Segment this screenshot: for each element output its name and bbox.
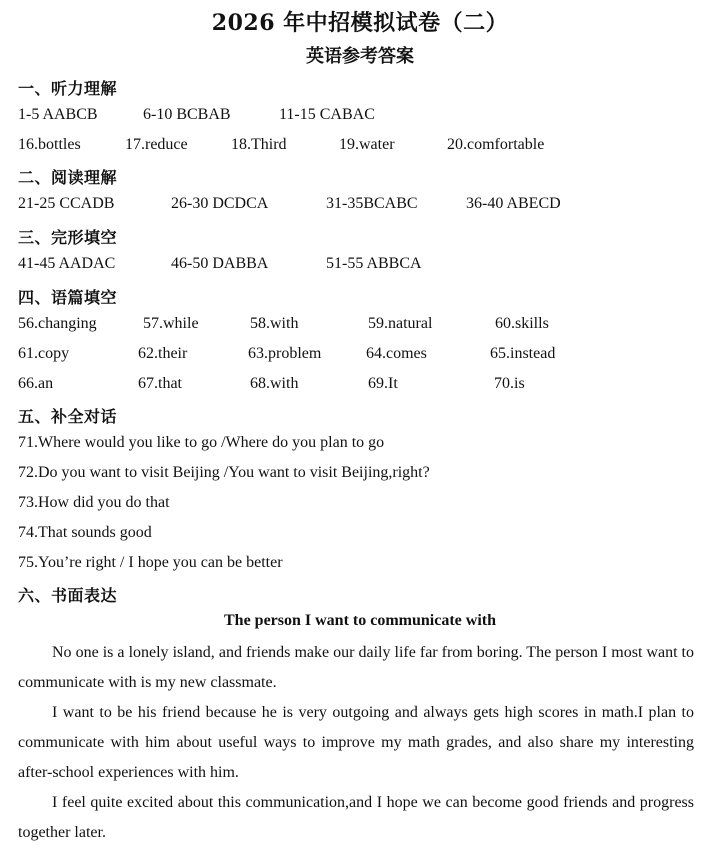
answer-item: 60.skills [495, 315, 549, 332]
section-heading-cloze: 三、完形填空 [18, 228, 118, 247]
answer-item: 70.is [494, 375, 525, 392]
answer-row [0, 375, 720, 399]
answer-row [0, 315, 720, 339]
answer-row [0, 136, 720, 160]
dialogue-answer: 73.How did you do that [18, 494, 170, 511]
dialogue-answer: 75.You’re right / I hope you can be better [18, 554, 283, 571]
answer-item: 17.reduce [125, 136, 188, 153]
answer-item: 57.while [143, 315, 199, 332]
answer-row [0, 345, 720, 369]
essay-paragraph-text: I feel quite excited about this communication,and I hope we can become good friends and progress together later. [18, 794, 694, 841]
answer-item: 21-25 CCADB [18, 195, 115, 212]
answer-item: 6-10 BCBAB [143, 106, 231, 123]
dialogue-answer: 74.That sounds good [18, 524, 152, 541]
dialogue-answer: 72.Do you want to visit Beijing /You want to visit Beijing,right? [18, 464, 430, 481]
answer-item: 65.instead [490, 345, 556, 362]
essay-paragraph [18, 638, 694, 698]
answer-item: 1-5 AABCB [18, 106, 98, 123]
answer-item: 36-40 ABECD [466, 195, 561, 212]
answer-item: 62.their [138, 345, 188, 362]
answer-item: 61.copy [18, 345, 70, 362]
answer-item: 59.natural [368, 315, 433, 332]
section-heading-passage-fill: 四、语篇填空 [18, 288, 118, 307]
section-heading-writing: 六、书面表达 [18, 586, 118, 605]
answer-item: 11-15 CABAC [279, 106, 375, 123]
answer-item: 69.It [368, 375, 398, 392]
answer-item: 66.an [18, 375, 54, 392]
essay-paragraph [18, 698, 694, 788]
answer-item: 56.changing [18, 315, 97, 332]
answer-item: 20.comfortable [447, 136, 545, 153]
answer-item: 26-30 DCDCA [171, 195, 269, 212]
section-heading-dialogue: 五、补全对话 [18, 407, 118, 426]
answer-item: 67.that [138, 375, 182, 392]
answer-item: 19.water [339, 136, 395, 153]
answer-item: 46-50 DABBA [171, 255, 269, 272]
essay-paragraph [18, 788, 694, 848]
answer-item: 58.with [250, 315, 299, 332]
section-heading-reading: 二、阅读理解 [18, 168, 118, 187]
answer-item: 18.Third [231, 136, 287, 153]
page-subtitle: 英语参考答案 [306, 46, 414, 67]
essay-title: The person I want to communicate with [224, 612, 496, 629]
answer-row [0, 106, 720, 130]
answer-row [0, 195, 720, 219]
essay-paragraph-text: I want to be his friend because he is very outgoing and always gets high scores in math.I plan to communicate with him about useful ways to improve my math grades, and also share my interesting after-school experiences with him. [18, 704, 694, 781]
answer-item: 68.with [250, 375, 299, 392]
section-heading-listening: 一、听力理解 [18, 79, 118, 98]
answer-item: 41-45 AADAC [18, 255, 116, 272]
answer-item: 51-55 ABBCA [326, 255, 422, 272]
answer-item: 16.bottles [18, 136, 81, 153]
page-title: 2026 年中招模拟试卷（二） [211, 10, 509, 36]
answer-item: 63.problem [248, 345, 322, 362]
answer-row [0, 255, 720, 279]
answer-item: 64.comes [366, 345, 427, 362]
answer-item: 31-35BCABC [326, 195, 418, 212]
dialogue-answer: 71.Where would you like to go /Where do you plan to go [18, 434, 385, 451]
essay-paragraph-text: No one is a lonely island, and friends make our daily life far from boring. The person I most want to communicate with is my new classmate. [18, 644, 694, 691]
